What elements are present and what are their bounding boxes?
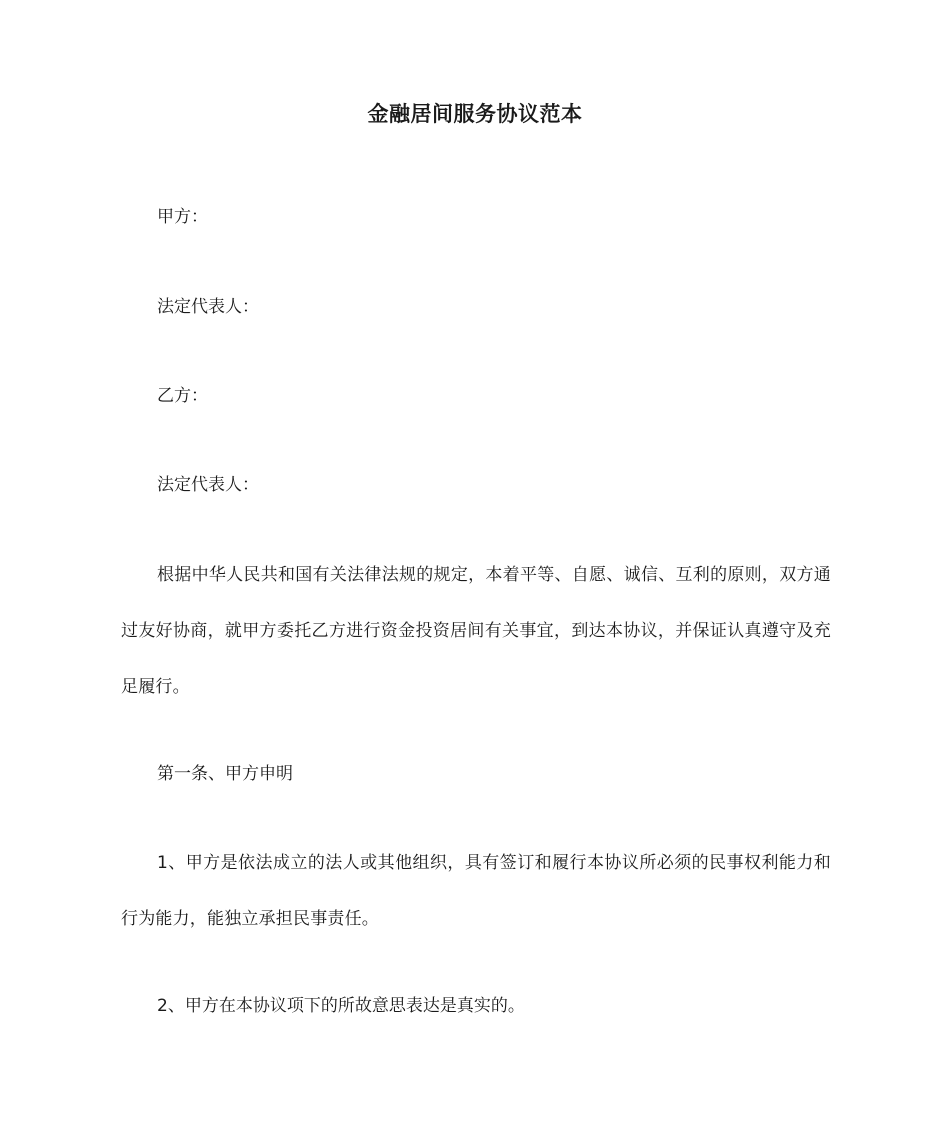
preamble-paragraph: 根据中华人民共和国有关法律法规的规定，本着平等、自愿、诚信、互利的原则，双方通过友好协商，就甲方委托乙方进行资金投资居间有关事宜，到达本协议，并保证认真遵守及充足履行。 [121, 565, 831, 697]
document-title: 金融居间服务协议范本 [367, 102, 583, 126]
party-b-label: 乙方： [157, 386, 208, 406]
party-b-representative-label: 法定代表人： [157, 475, 259, 495]
party-a-label: 甲方： [157, 207, 208, 227]
article-1-heading: 第一条、甲方申明 [157, 764, 293, 784]
clause-1-paragraph: 1、甲方是依法成立的法人或其他组织，具有签订和履行本协议所必须的民事权利能力和行为能力，能独立承担民事责任。 [121, 853, 831, 929]
party-a-representative-label: 法定代表人： [157, 297, 259, 317]
clause-2-paragraph: 2、甲方在本协议项下的所故意思表达是真实的。 [157, 996, 525, 1016]
